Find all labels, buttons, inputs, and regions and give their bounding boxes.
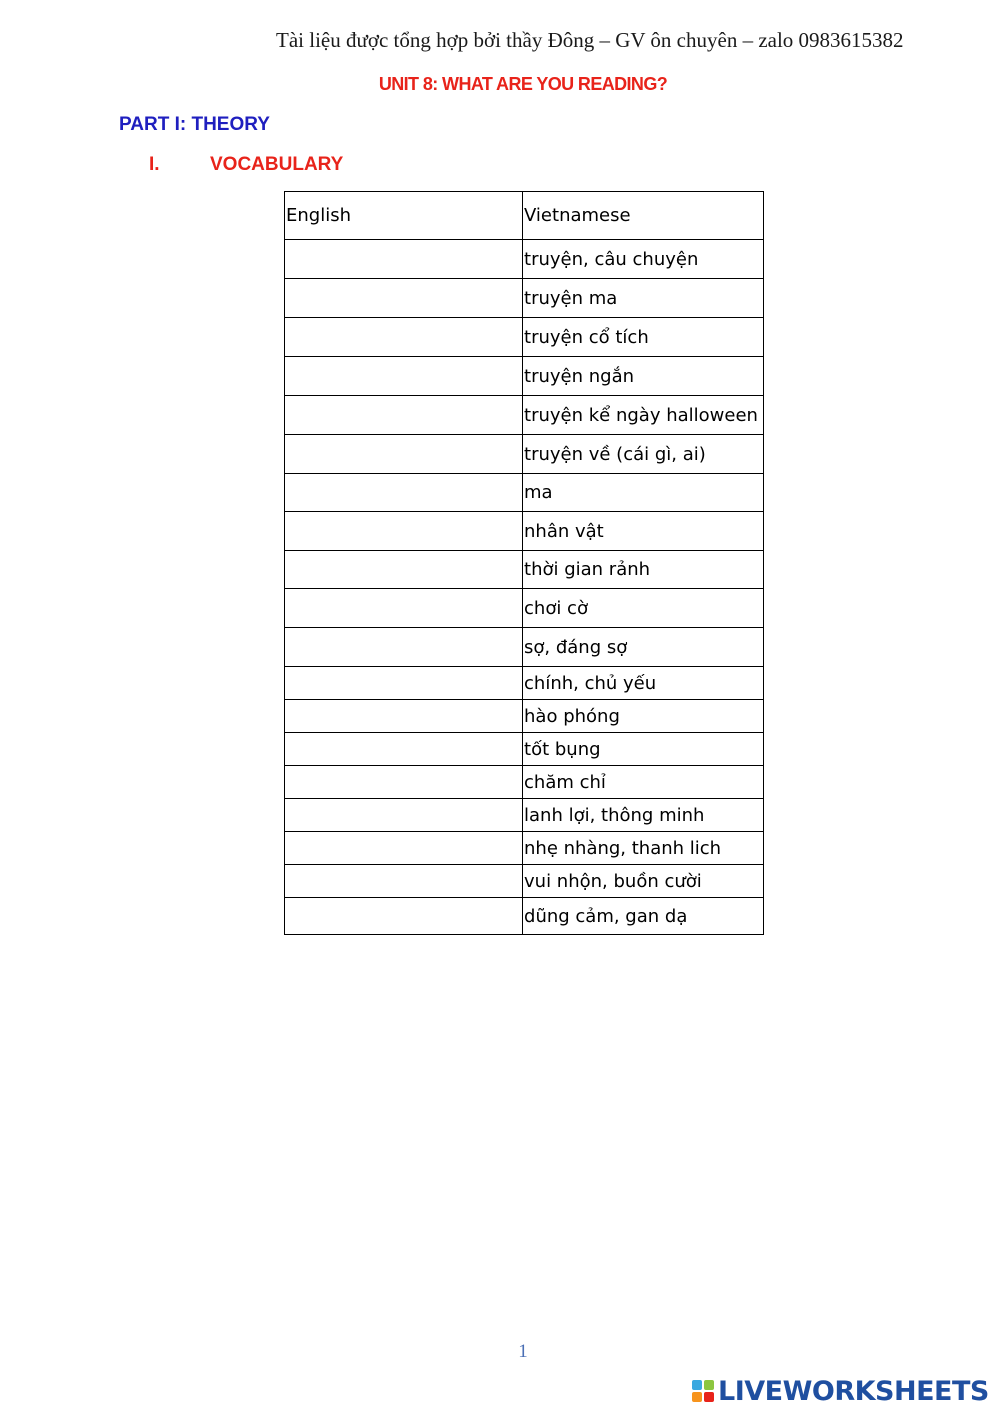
- brand-name: LIVEWORKSHEETS: [718, 1375, 989, 1407]
- vocabulary-table: [284, 191, 764, 935]
- table-row: [285, 898, 764, 935]
- english-answer-cell[interactable]: [285, 628, 523, 667]
- english-answer-cell[interactable]: [285, 832, 523, 865]
- english-answer-cell[interactable]: [285, 667, 523, 700]
- vietnamese-term-cell: chăm chỉ: [523, 766, 764, 799]
- section-title: VOCABULARY: [210, 154, 344, 175]
- english-answer-cell[interactable]: [285, 589, 523, 628]
- table-row: [285, 628, 764, 667]
- vietnamese-term-cell: nhân vật: [523, 512, 764, 551]
- table-row: [285, 357, 764, 396]
- logo-letter-v: [692, 1392, 702, 1402]
- english-answer-cell[interactable]: [285, 551, 523, 589]
- vietnamese-term-cell: ma: [523, 474, 764, 512]
- vietnamese-term-cell: truyện cổ tích: [523, 318, 764, 357]
- vietnamese-term-cell: hào phóng: [523, 700, 764, 733]
- table-row: [285, 318, 764, 357]
- table-row: [285, 512, 764, 551]
- table-row: [285, 799, 764, 832]
- table-row: [285, 435, 764, 474]
- logo-letter-e: [704, 1392, 714, 1402]
- liveworksheets-brand: [692, 1373, 989, 1409]
- header-vietnamese: Vietnamese: [523, 192, 764, 240]
- vietnamese-term-cell: truyện ngắn: [523, 357, 764, 396]
- unit-title: UNIT 8: WHAT ARE YOU READING?: [378, 74, 668, 94]
- header-note: Tài liệu được tổng hợp bởi thầy Đông – GV ôn chuyên – zalo 0983615382: [276, 28, 904, 52]
- vietnamese-term-cell: lanh lợi, thông minh: [523, 799, 764, 832]
- table-row: [285, 832, 764, 865]
- table-row: [285, 865, 764, 898]
- english-answer-cell[interactable]: [285, 474, 523, 512]
- logo-letter-i: [704, 1380, 714, 1390]
- vietnamese-term-cell: truyện về (cái gì, ai): [523, 435, 764, 474]
- table-row: [285, 667, 764, 700]
- page-number: 1: [518, 1341, 528, 1362]
- vietnamese-term-cell: chính, chủ yếu: [523, 667, 764, 700]
- vietnamese-term-cell: sợ, đáng sợ: [523, 628, 764, 667]
- table-header-row: [285, 192, 764, 240]
- table-row: [285, 474, 764, 512]
- english-answer-cell[interactable]: [285, 865, 523, 898]
- english-answer-cell[interactable]: [285, 733, 523, 766]
- english-answer-cell[interactable]: [285, 396, 523, 435]
- vietnamese-term-cell: truyện ma: [523, 279, 764, 318]
- english-answer-cell[interactable]: [285, 279, 523, 318]
- vietnamese-term-cell: chơi cờ: [523, 589, 764, 628]
- table-row: [285, 766, 764, 799]
- vietnamese-term-cell: vui nhộn, buồn cười: [523, 865, 764, 898]
- english-answer-cell[interactable]: [285, 512, 523, 551]
- vietnamese-term-cell: dũng cảm, gan dạ: [523, 898, 764, 935]
- table-row: [285, 589, 764, 628]
- liveworksheets-logo-icon: [692, 1380, 714, 1402]
- english-answer-cell[interactable]: [285, 318, 523, 357]
- vietnamese-term-cell: truyện, câu chuyện: [523, 240, 764, 279]
- section-number: I.: [149, 154, 160, 175]
- vietnamese-term-cell: tốt bụng: [523, 733, 764, 766]
- vietnamese-term-cell: nhẹ nhàng, thanh lich: [523, 832, 764, 865]
- english-answer-cell[interactable]: [285, 357, 523, 396]
- vietnamese-term-cell: thời gian rảnh: [523, 551, 764, 589]
- english-answer-cell[interactable]: [285, 898, 523, 935]
- table-row: [285, 240, 764, 279]
- table-row: [285, 700, 764, 733]
- table-row: [285, 279, 764, 318]
- english-answer-cell[interactable]: [285, 766, 523, 799]
- header-english: English: [285, 192, 523, 240]
- english-answer-cell[interactable]: [285, 240, 523, 279]
- english-answer-cell[interactable]: [285, 700, 523, 733]
- vietnamese-term-cell: truyện kể ngày halloween: [523, 396, 764, 435]
- logo-letter-l: [692, 1380, 702, 1390]
- english-answer-cell[interactable]: [285, 799, 523, 832]
- table-row: [285, 733, 764, 766]
- part-title: PART I: THEORY: [119, 114, 270, 135]
- table-row: [285, 551, 764, 589]
- english-answer-cell[interactable]: [285, 435, 523, 474]
- table-row: [285, 396, 764, 435]
